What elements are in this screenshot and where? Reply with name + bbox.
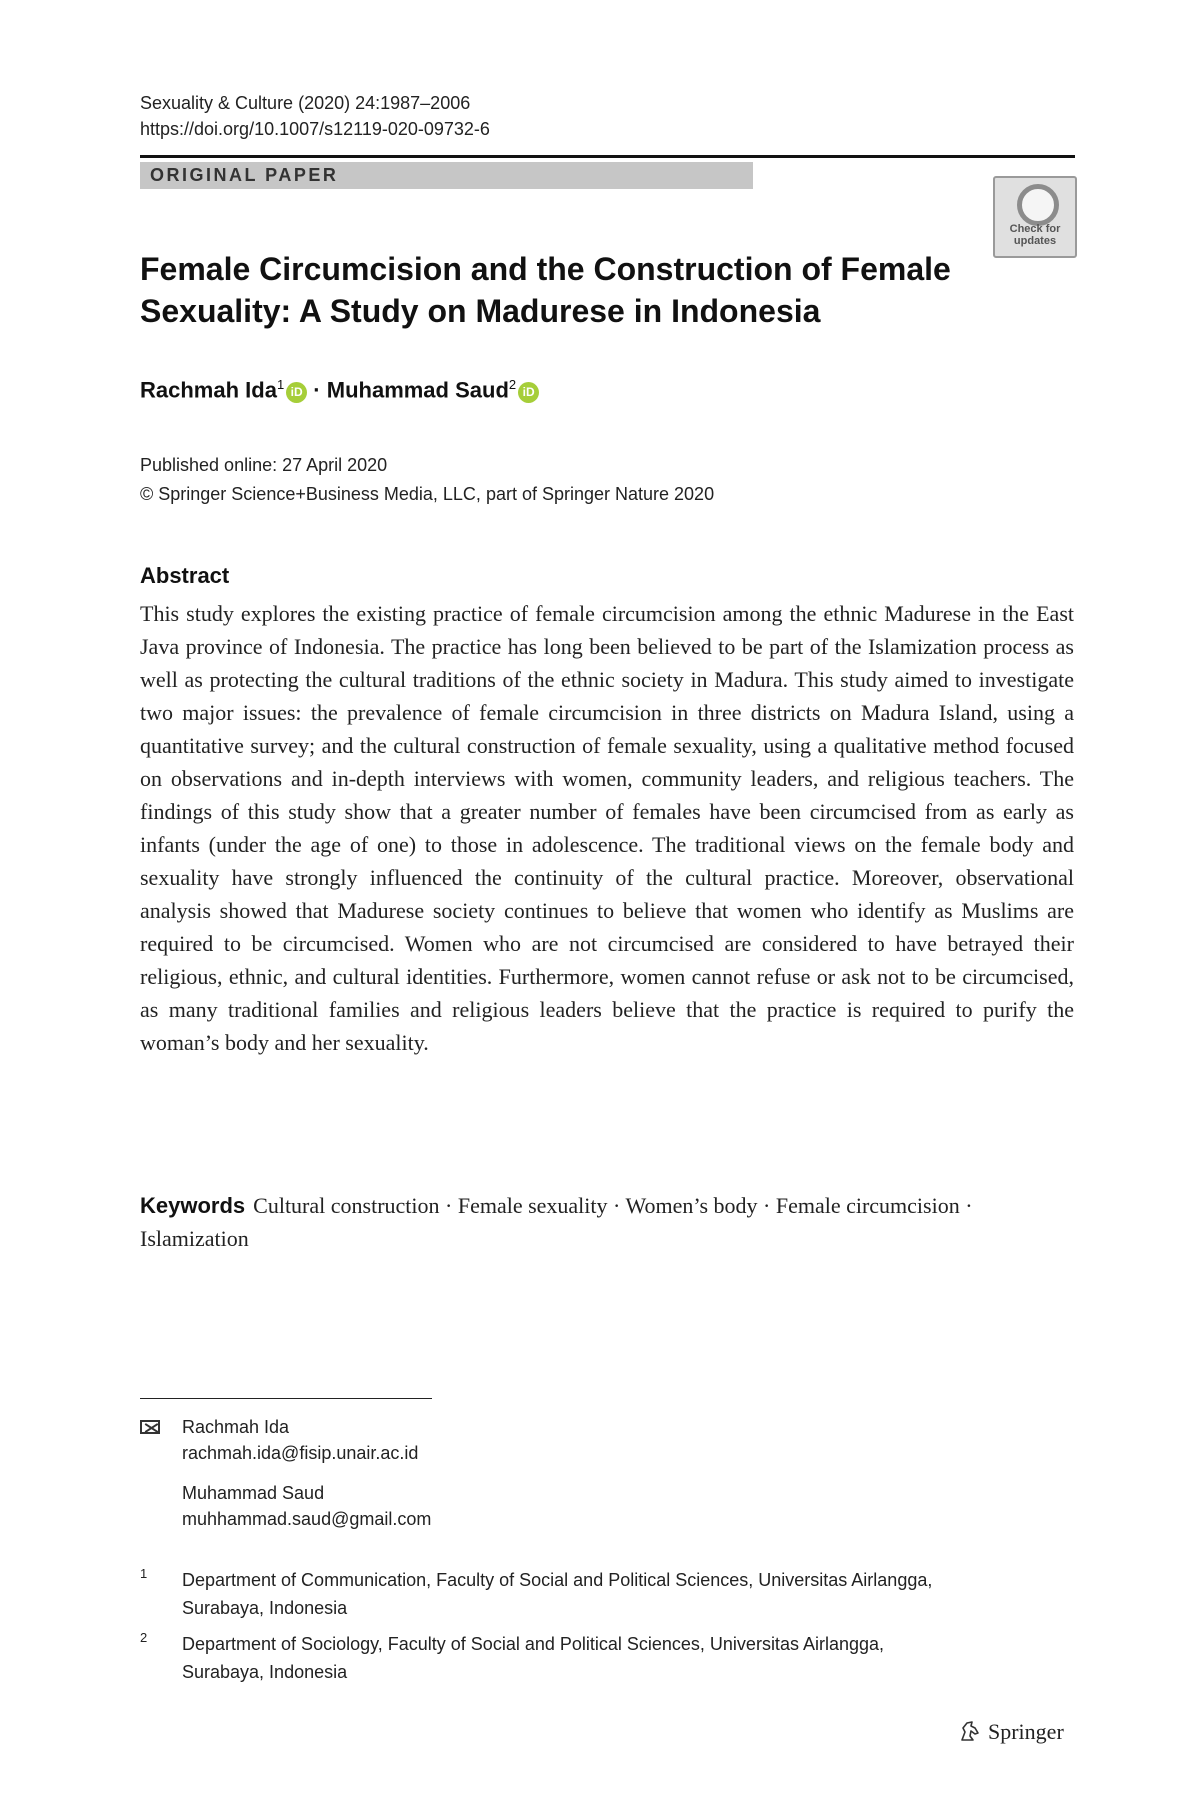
affiliation-line: Surabaya, Indonesia: [182, 1662, 348, 1682]
author-list: [140, 377, 539, 403]
publication-info: [140, 451, 714, 509]
contact-name: Rachmah Ida: [182, 1417, 290, 1437]
orcid-icon[interactable]: iD: [286, 382, 307, 403]
affiliation-text: [182, 1630, 1082, 1686]
envelope-icon: [140, 1420, 160, 1434]
crossmark-label-line2: updates: [1013, 235, 1057, 247]
affiliation-number: 1: [140, 1566, 148, 1581]
keywords: [140, 1189, 1074, 1255]
doi-link[interactable]: https://doi.org/10.1007/s12119-020-09732-6: [140, 119, 490, 139]
journal-citation: Sexuality & Culture (2020) 24:1987–2006: [140, 93, 471, 113]
journal-info: [140, 90, 490, 142]
contact-email[interactable]: muhhammad.saud@gmail.com: [182, 1509, 432, 1529]
springer-horse-icon: [958, 1720, 982, 1742]
copyright-notice: © Springer Science+Business Media, LLC, part of Springer Nature 2020: [140, 484, 715, 504]
contact-entry: [182, 1480, 431, 1532]
publisher-logo: [958, 1719, 1064, 1745]
author-name[interactable]: Rachmah Ida: [140, 377, 277, 403]
orcid-icon[interactable]: iD: [518, 382, 539, 403]
keywords-list: Cultural construction · Female sexuality · Women’s body · Female circumcision · Islamization: [140, 1193, 973, 1251]
contact-name: Muhammad Saud: [182, 1483, 325, 1503]
header-rule: [140, 155, 1075, 158]
article-type-banner: [140, 162, 753, 189]
crossmark-label-line1: Check for: [1009, 223, 1061, 235]
contact-entry: [182, 1414, 418, 1466]
title-line-2: Sexuality: A Study on Madurese in Indonesia: [140, 293, 821, 329]
affiliation-line: Department of Communication, Faculty of Social and Political Sciences, Universitas Airlangga,: [182, 1570, 933, 1590]
abstract-text: This study explores the existing practice of female circumcision among the ethnic Madurese in the East Java province of Indonesia. The practice has long been believed to be part of the Islamization process as well as protecting the cultural traditions of the ethnic society in Madura. This study aimed to investigate two major issues: the prevalence of female circumcision in three districts on Madura Island, using a quantitative survey; and the cultural construction of female sexuality, using a qualitative method focused on observations and in-depth interviews with women, community leaders, and religious teachers. The findings of this study show that a greater number of females have been circumcised from as early as infants (under the age of one) to those in adolescence. The traditional views on the female body and sexuality have strongly influenced the continuity of the cultural practice. Moreover, observational analysis showed that Madurese society continues to believe that women who identify as Muslims are required to be circumcised. Women who are not circumcised are considered to have betrayed their religious, ethnic, and cultural identities. Furthermore, women cannot refuse or ask not to be circumcised, as many traditional families and religious leaders believe that the practice is required to purify the woman’s body and her sexuality.: [140, 601, 1074, 1055]
abstract-heading: Abstract: [140, 563, 230, 588]
author-affiliation-mark: 2: [508, 377, 517, 392]
author-affiliation-mark: 1: [276, 377, 285, 392]
footnote-rule: [140, 1398, 432, 1399]
author-separator: ·: [313, 377, 321, 403]
keywords-label: Keywords: [140, 1193, 246, 1218]
crossmark-label: [995, 223, 1075, 247]
affiliation-text: [182, 1566, 1082, 1622]
paper-title: [140, 248, 980, 332]
crossmark-icon: [1017, 184, 1059, 226]
crossmark-badge[interactable]: [993, 176, 1077, 258]
affiliation-line: Surabaya, Indonesia: [182, 1598, 348, 1618]
published-date: Published online: 27 April 2020: [140, 455, 388, 475]
affiliation-line: Department of Sociology, Faculty of Social and Political Sciences, Universitas Airlangga,: [182, 1634, 885, 1654]
affiliation-number: 2: [140, 1630, 148, 1645]
contact-email[interactable]: rachmah.ida@fisip.unair.ac.id: [182, 1443, 419, 1463]
title-line-1: Female Circumcision and the Construction of Female: [140, 251, 951, 287]
publisher-name: Springer: [988, 1719, 1064, 1744]
article-type-label: ORIGINAL PAPER: [150, 165, 339, 185]
author-name[interactable]: Muhammad Saud: [326, 377, 509, 403]
